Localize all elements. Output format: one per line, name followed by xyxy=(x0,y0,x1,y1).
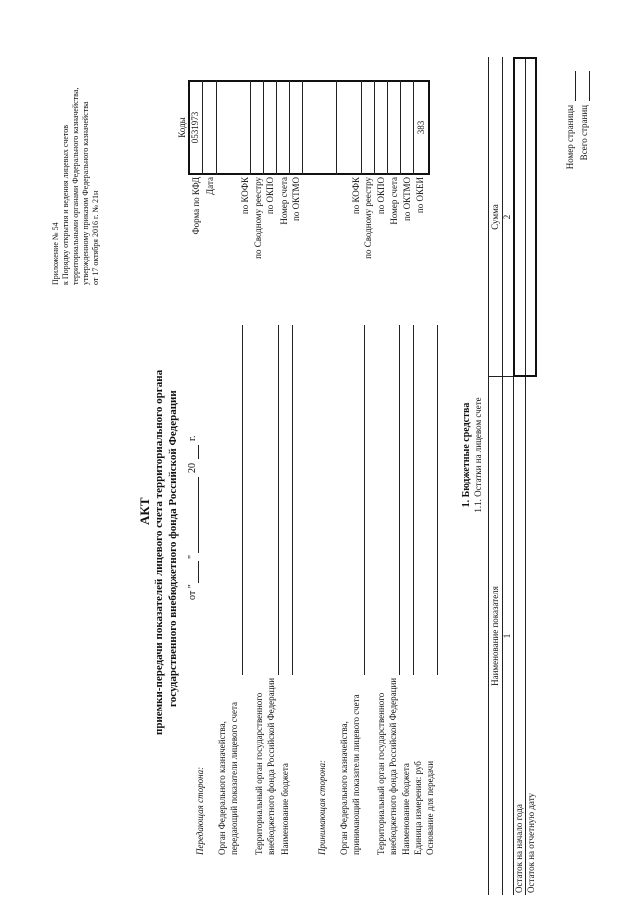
giving-terr-line-2: внебюджетного фонда Российской Федерации xyxy=(266,677,276,855)
okpo2-label: по ОКПО xyxy=(376,177,386,215)
budget-heading: 1. Бюджетные средства xyxy=(461,402,472,508)
codes-row-line xyxy=(302,80,303,175)
giving-budget-field xyxy=(292,325,293,675)
recv-budget-label: Наименование бюджета xyxy=(401,763,411,855)
page-number-label: Номер страницы xyxy=(565,105,575,170)
giving-terr-line-1: Территориальный орган государственного xyxy=(254,692,264,855)
date-year: 20 xyxy=(187,463,198,473)
oktmo-label: по ОКТМО xyxy=(291,177,301,221)
table-top-line xyxy=(488,57,489,895)
col-name-header: Наименование показателя xyxy=(490,586,500,686)
form-kfd-label: Форма по КФД xyxy=(191,177,201,235)
basis-label: Основание для передачи xyxy=(425,760,435,855)
giving-org-field xyxy=(242,325,243,675)
date-g: г. xyxy=(187,435,198,441)
budget-subheading: 1.1. Остатки на лицевом счете xyxy=(473,397,483,513)
okpo-label: по ОКПО xyxy=(265,177,275,215)
col-num-1: 1 xyxy=(502,633,512,639)
page-number-field xyxy=(575,71,576,101)
date-label: Дата xyxy=(205,177,215,195)
date-day-line xyxy=(198,561,199,583)
appendix-line-2: к Порядку открытия и ведения лицевых счетов xyxy=(61,124,70,285)
appendix-line-3: территориальными органами Федерального казначейства, xyxy=(71,87,80,285)
recv-terr-line-2: внебюджетного фонда Российской Федерации xyxy=(388,677,398,855)
total-pages-field xyxy=(589,71,590,101)
total-pages-label: Всего страниц xyxy=(579,105,589,161)
date-year-line xyxy=(198,445,199,459)
giving-org-line-2: передающий показатели лицевого счета xyxy=(229,701,239,855)
codes-row-line xyxy=(289,80,290,175)
row-start-year: Остаток на начало года xyxy=(514,804,524,893)
col-sum-header: Сумма xyxy=(490,204,500,230)
date-month-line xyxy=(198,477,199,553)
act-subtitle-1: приемки-передачи показателей лицевого счета территориального органа xyxy=(153,369,165,735)
codes-row-line xyxy=(263,80,264,175)
codes-row-line xyxy=(387,80,388,175)
codes-row-line xyxy=(361,80,362,175)
giving-budget-label: Наименование бюджета xyxy=(280,763,290,855)
appendix-line-4: утвержденному приказом Федерального казначейства xyxy=(81,101,90,285)
giving-terr-field xyxy=(278,325,279,675)
svod-label: по Сводному реестру xyxy=(253,177,263,259)
date-from: от " xyxy=(187,584,198,600)
oktmo2-label: по ОКТМО xyxy=(402,177,412,221)
codes-table xyxy=(188,80,430,175)
okei-value: 383 xyxy=(416,120,426,135)
recv-org-field xyxy=(364,325,365,675)
basis-field xyxy=(437,325,438,675)
giving-side-label: Передающая сторона: xyxy=(195,766,205,855)
recv-org-line-1: Орган Федерального казначейства, xyxy=(339,721,349,855)
okei-label: по ОКЕИ xyxy=(415,177,425,214)
codes-row-line xyxy=(374,80,375,175)
svod2-label: по Сводному реестру xyxy=(363,177,373,259)
appendix-line-5: от 17 октября 2016 г. № 21н xyxy=(91,190,100,285)
codes-header: Коды xyxy=(177,117,187,138)
codes-row-line xyxy=(216,80,217,175)
kofk-label: по КОФК xyxy=(240,177,250,215)
giving-org-line-1: Орган Федерального казначейства, xyxy=(217,721,227,855)
recv-terr-line-1: Территориальный орган государственного xyxy=(376,692,386,855)
codes-row-line xyxy=(276,80,277,175)
recv-org-line-2: принимающий показатели лицевого счета xyxy=(351,694,361,855)
codes-row-line xyxy=(202,80,203,175)
unit-label: Единица измерения: руб xyxy=(413,761,423,855)
account-label: Номер счета xyxy=(279,177,289,225)
row-report-date: Остаток на отчетную дату xyxy=(526,792,536,893)
sum-cells xyxy=(513,57,537,377)
codes-row-line xyxy=(413,80,414,175)
receiving-side-label: Принимающая сторона: xyxy=(317,760,327,855)
appendix-line-1: Приложение № 54 xyxy=(51,222,60,285)
codes-row-line xyxy=(336,80,337,175)
form-kfd-value: 0531973 xyxy=(190,111,200,144)
recv-terr-field xyxy=(399,325,400,675)
col-num-2: 2 xyxy=(502,214,512,220)
kofk2-label: по КОФК xyxy=(351,177,361,215)
act-subtitle-2: государственного внебюджетного фонда Российской Федерации xyxy=(167,390,179,707)
date-quote: " xyxy=(187,554,198,559)
act-title: АКТ xyxy=(137,497,152,525)
codes-row-line xyxy=(250,80,251,175)
codes-row-line xyxy=(400,80,401,175)
account2-label: Номер счета xyxy=(389,177,399,225)
recv-budget-field xyxy=(413,325,414,675)
